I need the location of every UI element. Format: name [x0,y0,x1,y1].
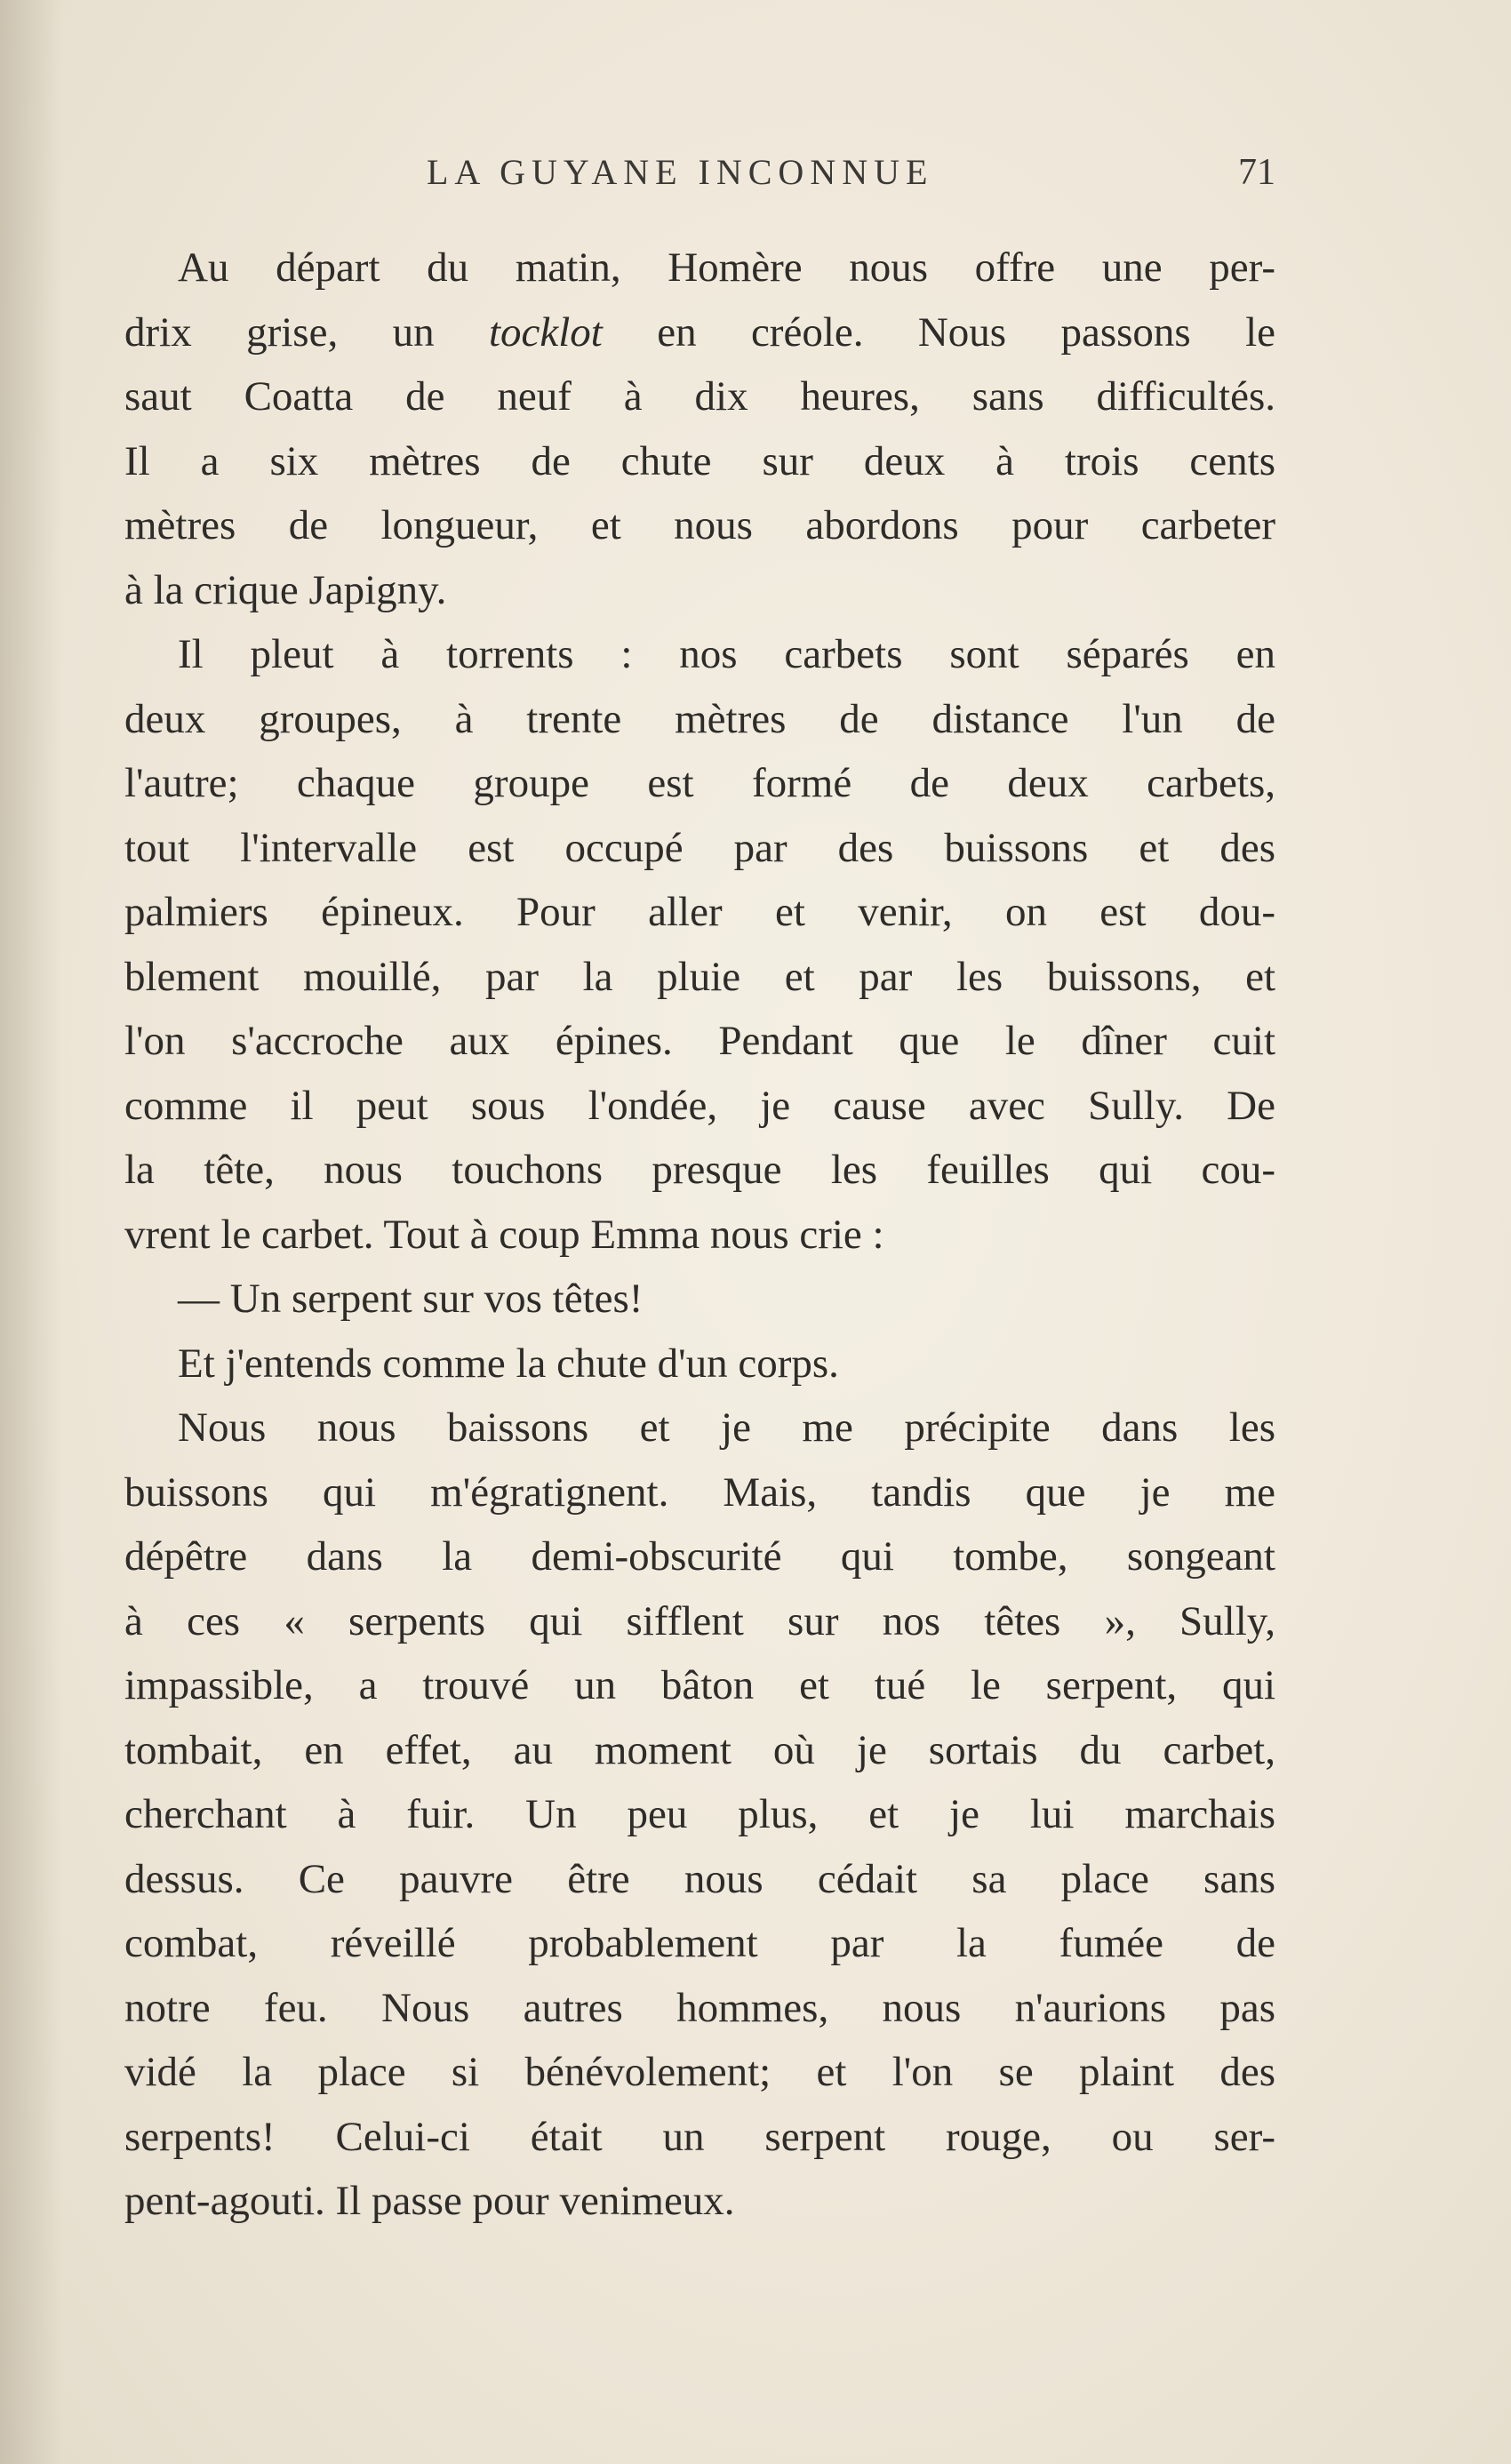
text-line: buissons qui m'égratignent. Mais, tandis que je me [124,1468,1275,1516]
body-text [124,236,1275,2234]
text-line [124,300,1275,365]
text-line: tout l'intervalle est occupé par des buissons et des [124,824,1275,871]
text-line: Au départ du matin, Homère nous offre une per- [178,244,1275,291]
text-line: palmiers épineux. Pour aller et venir, on est dou- [124,889,1275,935]
text-line: à ces « serpents qui sifflent sur nos têtes », Sully, [124,1597,1275,1644]
text-line: à la crique Japigny. [124,566,447,613]
text-line: vidé la place si bénévolement; et l'on se plaint des [124,2049,1275,2095]
text-line: saut Coatta de neuf à dix heures, sans difficultés. [124,373,1275,420]
text-line: notre feu. Nous autres hommes, nous n'aurions pas [124,1984,1275,2031]
text-line: comme il peut sous l'ondée, je cause avec Sully. De [124,1082,1275,1129]
text-segment: drix grise, un [124,308,489,356]
running-head-title: LA GUYANE INCONNUE [427,152,934,192]
text-line: deux groupes, à trente mètres de distance l'un de [124,695,1275,742]
page-number: 71 [1238,152,1275,193]
text-line: l'on s'accroche aux épines. Pendant que le dîner cuit [124,1018,1275,1064]
text-line: la tête, nous touchons presque les feuilles qui cou- [124,1147,1275,1193]
text-line: pent-agouti. Il passe pour venimeux. [124,2178,735,2224]
text-line: combat, réveillé probablement par la fumée de [124,1920,1275,1966]
text-line: tombait, en effet, au moment où je sortais du carbet, [124,1726,1275,1773]
text-line: serpents! Celui-ci était un serpent rouge, ou ser- [124,2113,1275,2160]
text-line: dépêtre dans la demi-obscurité qui tombe, songeant [124,1533,1275,1580]
text-line: Il pleut à torrents : nos carbets sont séparés en [178,631,1275,677]
text-line: Et j'entends comme la chute d'un corps. [178,1340,839,1387]
text-line: blement mouillé, par la pluie et par les buissons, et [124,953,1275,1000]
text-line: dessus. Ce pauvre être nous cédait sa place sans [124,1855,1275,1902]
text-line: Nous nous baissons et je me précipite dans les [178,1404,1275,1451]
text-line: mètres de longueur, et nous abordons pour carbeter [124,502,1275,548]
text-line: cherchant à fuir. Un peu plus, et je lui marchais [124,1791,1275,1837]
running-head [124,151,1275,204]
text-line: vrent le carbet. Tout à coup Emma nous crie : [124,1211,884,1258]
text-line: l'autre; chaque groupe est formé de deux carbets, [124,760,1275,806]
page-gutter-shadow [0,0,62,2464]
text-segment: en créole. Nous passons le [602,308,1275,356]
italic-term: tocklot [488,308,603,356]
text-line: Il a six mètres de chute sur deux à trois cents [124,437,1275,484]
text-line: — Un serpent sur vos têtes! [178,1276,644,1322]
text-line: impassible, a trouvé un bâton et tué le serpent, qui [124,1662,1275,1708]
